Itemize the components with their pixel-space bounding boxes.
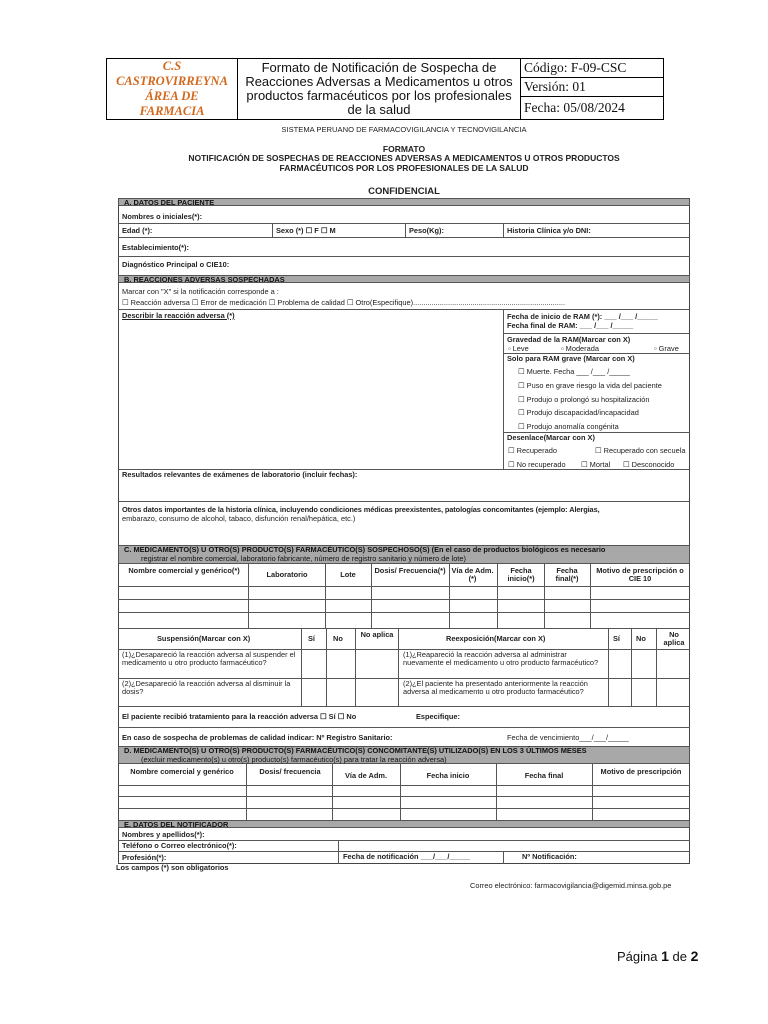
contact-email-note: Correo electrónico: farmacovigilancia@digemid.minsa.gob.pe [470,881,672,890]
severity-mild-checkbox[interactable]: ▫ Leve [508,344,529,353]
document-title: Formato de Notificación de Sospecha de Reacciones Adversas a Medicamentos u otros productos farmacéuticos por los profesionales de la salud [238,59,521,120]
c-col-lot: Lote [340,570,356,579]
outcome-sequelae-checkbox[interactable]: ☐ Recuperado con secuela [595,446,686,455]
patient-history-label: Historia Clínica y/o DNI: [507,226,591,235]
severe-disability-checkbox[interactable]: ☐ Produjo discapacidad/incapacidad [518,408,639,417]
treatment-question: El paciente recibió tratamiento para la reacción adversa ☐ Sí ☐ No [122,712,357,721]
outcome-fatal-checkbox[interactable]: ☐ Mortal [581,460,611,469]
suspension-question-2: (2)¿Desapareció la reacción adversa al disminuir la dosis? [122,679,291,696]
patient-name-label: Nombres o iniciales(*): [122,212,203,221]
quality-problem-label: En caso de sospecha de problemas de calidad indicar: Nº Registro Sanitario: [122,733,393,742]
suspension-na-header: No aplica [360,630,394,639]
notification-date-label: Fecha de notificación ___/___/_____ [343,852,470,861]
section-b-header: B. REACCIONES ADVERSAS SOSPECHADAS [118,275,690,283]
severe-hospitalization-checkbox[interactable]: ☐ Produjo o prolongó su hospitalización [518,395,650,404]
section-a-header: A. DATOS DEL PACIENTE [118,198,690,206]
reexposure-question-2: (2)¿El paciente ha presentado anteriormente la reacción adversa al medicamento u otro producto farmacéutico? [403,679,588,696]
page-number [617,948,698,964]
document-code: Código: F-09-CSC [521,59,664,78]
total-pages: 2 [690,948,699,964]
d-col-dose: Dosis/ frecuencia [259,767,321,776]
suspension-label: Suspensión(Marcar con X) [157,634,251,643]
d-col-reason: Motivo de prescripción [600,767,682,776]
c-col-start-date: Fecha inicio(*) [507,566,535,583]
severity-severe-checkbox[interactable]: ▫ Grave [654,344,679,353]
patient-age-label: Edad (*): [122,226,153,235]
c-col-product-name: Nombre comercial y genérico(*) [128,566,240,575]
establishment-label: Establecimiento(*): [122,243,189,252]
c-col-route: Vía de Adm. (*) [451,566,494,583]
d-col-product-name: Nombre comercial y genérico [130,767,234,776]
notification-number-label: Nº Notificación: [522,852,577,861]
lab-results-label: Resultados relevantes de exámenes de laboratorio (incluir fechas): [122,470,358,479]
system-title: SISTEMA PERUANO DE FARMACOVIGILANCIA Y TECNOVIGILANCIA [281,125,527,134]
section-d-header: D. MEDICAMENTO(S) U OTRO(S) PRODUCTO(S) FARMACÉUTICO(S) CONCOMITANTE(S) UTILIZADO(S) EN LOS 3 ÚLTIMOS MESES (excluir medicamento(s) u otro(s) producto(s) farmacéutico(s) para tratar la reacción adversa) [118,746,690,764]
reexposure-no-header: No [636,634,646,643]
d-col-end-date: Fecha final [524,771,564,780]
diagnosis-label: Diagnóstico Principal o CIE10: [122,260,230,269]
notifier-profession-label: Profesión(*): [122,853,167,862]
outcome-unknown-checkbox[interactable]: ☐ Desconocido [623,460,675,469]
document-date: Fecha: 05/08/2024 [521,96,664,119]
ram-end-date-label: Fecha final de RAM: ___ /___ /_____ [507,321,634,330]
reexposure-yes-header: Sí [613,634,620,643]
reexposure-question-1: (1)¿Reapareció la reacción adversa al administrar nuevamente el medicamento u otro producto farmacéutico? [403,650,599,667]
notification-title-1: NOTIFICACIÓN DE SOSPECHAS DE REACCIONES ADVERSAS A MEDICAMENTOS U OTROS PRODUCTOS [188,153,620,163]
c-col-laboratory: Laboratorio [266,570,308,579]
c-col-dose: Dosis/ Frecuencia(*) [374,566,446,575]
severe-life-risk-checkbox[interactable]: ☐ Puso en grave riesgo la vida del paciente [518,381,662,390]
describe-reaction-label: Describir la reacción adversa (*) [122,311,235,320]
confidential-label: CONFIDENCIAL [368,186,440,197]
section-e-header: E. DATOS DEL NOTIFICADOR [118,820,690,828]
formato-title: FORMATO [382,144,426,154]
outcome-not-recovered-checkbox[interactable]: ☐ No recuperado [508,460,566,469]
reexposure-na-header: No aplica [663,630,685,647]
patient-weight-label: Peso(Kg): [409,226,444,235]
reexposure-label: Reexposición(Marcar con X) [446,634,546,643]
severe-congenital-checkbox[interactable]: ☐ Produjo anomalía congénita [518,422,619,431]
org-line-3: ÁREA DE [145,89,199,103]
suspension-no-header: No [333,634,343,643]
outcome-recovered-checkbox[interactable]: ☐ Recuperado [508,446,557,455]
notifier-contact-label: Teléfono o Correo electrónico(*): [122,841,237,850]
notification-type-instruction: Marcar con "X" si la notificación corresponde a : [122,287,279,296]
c-col-reason: Motivo de prescripción o CIE 10 [596,566,684,583]
org-line-2: CASTROVIRREYNA [116,74,228,88]
c-col-end-date: Fecha final(*) [555,566,579,583]
notification-type-options: ☐ Reacción adversa ☐ Error de medicación ☐ Problema de calidad ☐ Otro(Especifique).......................................................................... [122,298,565,307]
d-col-start-date: Fecha inicio [426,771,470,780]
current-page: 1 [661,948,669,964]
d-col-route: Vía de Adm. [344,771,388,780]
of-word: de [672,949,687,964]
severity-moderate-checkbox[interactable]: ▫ Moderada [561,344,599,353]
document-version: Versión: 01 [521,77,664,96]
patient-sex-label: Sexo (*) ☐ F ☐ M [276,226,336,235]
ram-severity-label: Gravedad de la RAM(Marcar con X) [507,335,631,344]
org-line-1: C.S [162,59,182,73]
notifier-name-label: Nombres y apellidos(*): [122,830,205,839]
page-word: Página [617,949,658,964]
severe-ram-label: Solo para RAM grave (Marcar con X) [507,354,635,363]
outcome-label: Desenlace(Marcar con X) [507,433,595,442]
section-c-header: C. MEDICAMENTO(S) U OTRO(S) PRODUCTO(S) FARMACÉUTICO(S) SOSPECHOSO(S) (En el caso de productos biológicos es necesario registrar el nombre comercial, laboratorio fabricante, número de registro sanitario y número de lote) [118,545,690,564]
mandatory-fields-note: Los campos (*) son obligatorios [116,863,229,872]
notification-title-2: FARMACÉUTICOS POR LOS PROFESIONALES DE LA SALUD [279,163,529,173]
other-history-label-2: embarazo, consumo de alcohol, tabaco, disfunción renal/hepática, etc.) [122,514,356,523]
org-line-4: FARMACIA [139,104,205,118]
treatment-specify-label: Especifique: [416,712,460,721]
expiry-date-label: Fecha de vencimiento___/___/_____ [507,733,629,742]
severe-death-checkbox[interactable]: ☐ Muerte. Fecha ___ /___ /_____ [518,367,630,376]
other-history-label-1: Otros datos importantes de la historia clínica, incluyendo condiciones médicas preexistentes, patologías concomitantes (ejemplo: Alergias, [122,505,600,514]
suspension-yes-header: Sí [308,634,315,643]
suspension-question-1: (1)¿Desapareció la reacción adversa al suspender el medicamento u otro producto farmacéutico? [122,650,296,667]
ram-start-date-label: Fecha de inicio de RAM (*): ___ /___ /_____ [507,312,658,321]
